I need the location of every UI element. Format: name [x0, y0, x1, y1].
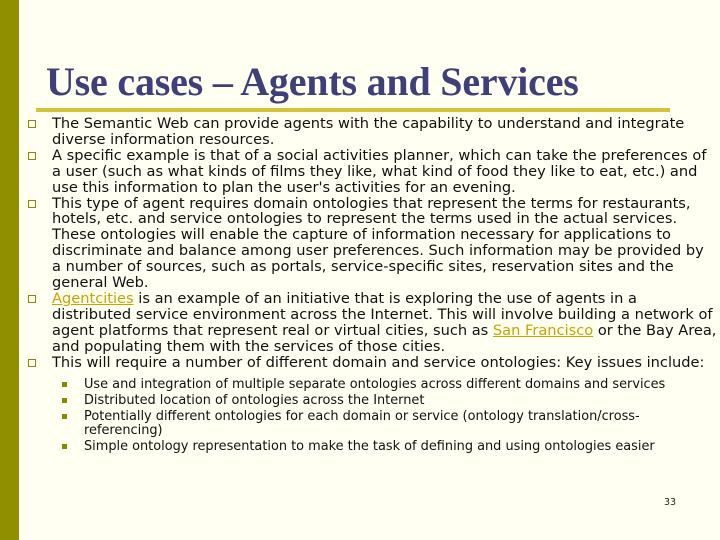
bullet-item: [25, 116, 717, 148]
square-bullet-icon: [28, 120, 36, 128]
bullet-text: This type of agent requires domain ontologies that represent the terms for restaurants, hotels, etc. and service ontologies to represent the terms used in the actual services. These ontologies will enable the capture of information necessary for applications to discriminate and balance among user preferences. Such information may be provided by a number of sources, such as portals, service-specific sites, reservation sites and the general Web.: [52, 194, 704, 292]
bullet-item: [25, 291, 717, 355]
sub-bullet-item: [52, 440, 717, 454]
slide-title: Use cases – Agents and Services: [46, 59, 579, 104]
san-francisco-link[interactable]: San Francisco: [492, 321, 594, 339]
bullet-text: The Semantic Web can provide agents with the capability to understand and integrate diverse information resources.: [52, 115, 685, 148]
agentcities-link[interactable]: Agentcities: [52, 289, 134, 307]
filled-square-bullet-icon: [62, 382, 67, 387]
sub-bullet-list: [52, 378, 717, 454]
filled-square-bullet-icon: [62, 414, 67, 419]
bullet-item: [25, 355, 717, 454]
bullet-text: A specific example is that of a social activities planner, which can take the preferences of a user (such as what kinds of films they like, what kind of food they like to eat, etc.) and use this information to plan the user's activities for an evening.: [52, 146, 707, 196]
bullet-text: or the Bay Area, and populating them with the services of those cities.: [52, 321, 717, 355]
square-bullet-icon: [28, 359, 36, 367]
square-bullet-icon: [28, 200, 36, 208]
square-bullet-icon: [28, 152, 36, 160]
left-accent-bar: [0, 0, 19, 540]
filled-square-bullet-icon: [62, 444, 67, 449]
bullet-text: is an example of an initiative that is exploring the use of agents in a distributed service environment across the Internet. This will involve building a network of agent platforms that represent real or virtual cities, such as: [52, 289, 713, 339]
sub-bullet-item: [52, 410, 717, 437]
sub-bullet-item: [52, 378, 717, 392]
square-bullet-icon: [28, 295, 36, 303]
sub-bullet-text: Use and integration of multiple separate ontologies across different domains and services: [84, 376, 666, 392]
sub-bullet-text: Potentially different ontologies for each domain or service (ontology translation/cross-referencing): [84, 409, 640, 438]
filled-square-bullet-icon: [62, 398, 67, 403]
sub-bullet-text: Distributed location of ontologies across the Internet: [84, 392, 425, 408]
page-number: 33: [664, 497, 677, 508]
sub-bullet-text: Simple ontology representation to make the task of defining and using ontologies easier: [84, 439, 655, 455]
sub-bullet-item: [52, 394, 717, 408]
slide-body: [25, 116, 717, 456]
bullet-text: This will require a number of different domain and service ontologies: Key issues include:: [52, 353, 705, 371]
bullet-item: [25, 148, 717, 196]
title-underline: [36, 108, 670, 112]
bullet-item: [25, 196, 717, 291]
